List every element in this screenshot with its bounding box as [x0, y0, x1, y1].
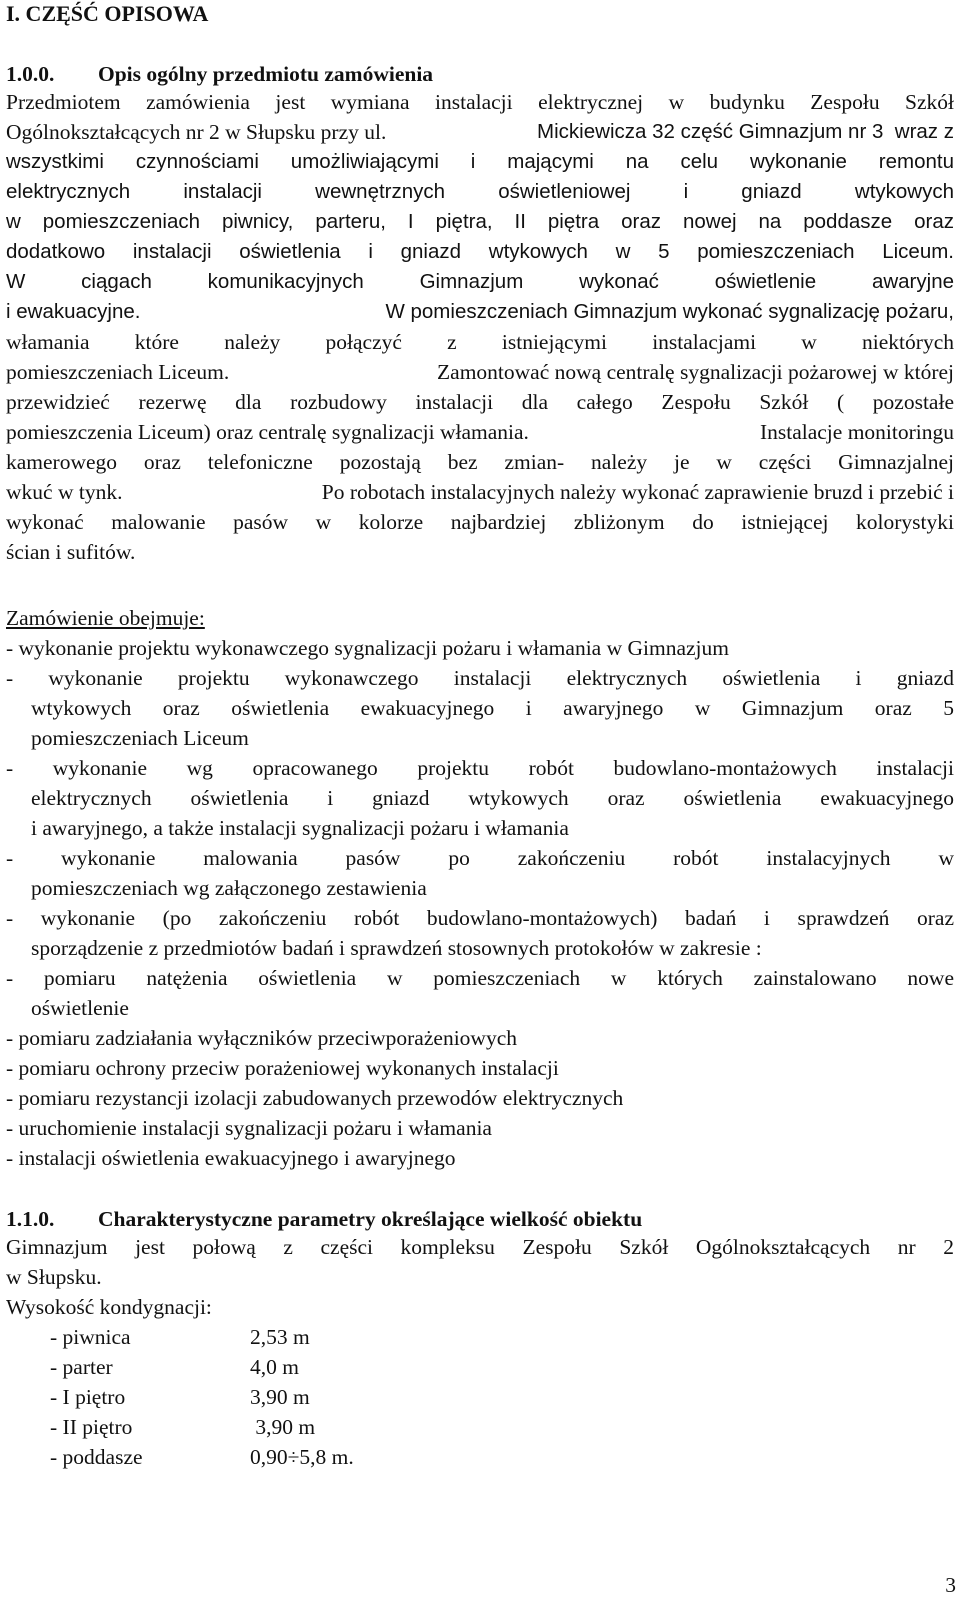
scope-item: - pomiaru rezystancji izolacji zabudowanych przewodów elektrycznych: [6, 1086, 624, 1110]
section-2-body: [6, 1232, 954, 1322]
floor-heights-list: [50, 1322, 450, 1472]
body-line-serif: Zamontować nową centralę sygnalizacji pożarowej w której: [431, 360, 954, 384]
body-line: [6, 477, 954, 507]
body-line: [6, 417, 954, 447]
floor-height-row: [50, 1442, 450, 1472]
floor-value: 3,90 m: [250, 1415, 316, 1439]
scope-item-cont: wtykowych oraz oświetlenia ewakuacyjnego i awaryjnego w Gimnazjum oraz 5: [31, 696, 954, 720]
section-2-title: Charakterystyczne parametry określające wielkość obiektu: [98, 1207, 643, 1231]
page-number: 3: [945, 1573, 956, 1597]
section-1-number: 1.0.0.: [6, 62, 55, 86]
body-line: [6, 357, 954, 387]
section-2-number: 1.1.0.: [6, 1207, 55, 1231]
body-line: [6, 297, 954, 327]
body-line-serif: Po robotach instalacyjnych należy wykonać zaprawienie bruzd i przebić i: [316, 480, 954, 504]
scope-item-cont: pomieszczeniach wg załączonego zestawienia: [31, 876, 427, 900]
body-line: Wysokość kondygnacji:: [6, 1295, 212, 1319]
section-1-body: [6, 87, 954, 567]
main-heading: I. CZĘŚĆ OPISOWA: [6, 1, 209, 26]
body-line: ścian i sufitów.: [6, 540, 136, 564]
body-line: włamania które należy połączyć z istniejącymi instalacjami w niektórych: [6, 330, 954, 354]
floor-height-row: [50, 1382, 450, 1412]
scope-item: - wykonanie wg opracowanego projektu robót budowlano-montażowych instalacji: [6, 756, 954, 780]
scope-item: - pomiaru ochrony przeciw porażeniowej wykonanych instalacji: [6, 1056, 559, 1080]
body-line-sans: W pomieszczeniach Gimnazjum wykonać sygnalizację pożaru,: [379, 300, 954, 323]
floor-label: - II piętro: [50, 1415, 133, 1439]
body-line-serif: pomieszczeniach Liceum.: [6, 360, 230, 384]
body-line: w Słupsku.: [6, 1265, 102, 1289]
scope-item-cont: pomieszczeniach Liceum: [31, 726, 249, 750]
floor-label: - parter: [50, 1355, 113, 1379]
floor-height-row: [50, 1412, 450, 1442]
floor-height-row: [50, 1352, 450, 1382]
floor-value: 4,0 m: [250, 1355, 299, 1379]
scope-item: - wykonanie projektu wykonawczego sygnalizacji pożaru i włamania w Gimnazjum: [6, 636, 730, 660]
body-line: Gimnazjum jest połową z części kompleksu Zespołu Szkół Ogólnokształcących nr 2: [6, 1235, 954, 1259]
body-line-serif: wkuć w tynk.: [6, 480, 123, 504]
body-line: wszystkimi czynnościami umożliwiającymi i mającymi na celu wykonanie remontu: [6, 150, 954, 173]
scope-item: - wykonanie projektu wykonawczego instalacji elektrycznych oświetlenia i gniazd: [6, 666, 954, 690]
body-line-serif: pomieszczenia Liceum) oraz centralę sygnalizacji włamania.: [6, 420, 529, 444]
scope-item: - pomiaru natężenia oświetlenia w pomieszczeniach w których zainstalowano nowe: [6, 966, 954, 990]
section-1-heading: [6, 62, 433, 87]
body-line: przewidzieć rezerwę dla rozbudowy instalacji dla całego Zespołu Szkół ( pozostałe: [6, 390, 954, 414]
floor-height-row: [50, 1322, 450, 1352]
body-line: W ciągach komunikacyjnych Gimnazjum wykonać oświetlenie awaryjne: [6, 270, 954, 293]
scope-item: - uruchomienie instalacji sygnalizacji pożaru i włamania: [6, 1116, 492, 1140]
body-line: dodatkowo instalacji oświetlenia i gniazd wtykowych w 5 pomieszczeniach Liceum.: [6, 240, 954, 263]
body-line: Przedmiotem zamówienia jest wymiana instalacji elektrycznej w budynku Zespołu Szkół: [6, 90, 954, 114]
floor-value: 0,90÷5,8 m.: [250, 1445, 354, 1469]
body-line-sans: i ewakuacyjne.: [6, 300, 141, 323]
body-line: w pomieszczeniach piwnicy, parteru, I piętra, II piętra oraz nowej na poddasze oraz: [6, 210, 954, 233]
scope-item-cont: oświetlenie: [31, 996, 129, 1020]
scope-heading: [6, 603, 954, 633]
floor-value: 2,53 m: [250, 1325, 310, 1349]
scope-item: - wykonanie malowania pasów po zakończeniu robót instalacyjnych w: [6, 846, 954, 870]
scope-item: - pomiaru zadziałania wyłączników przeciwporażeniowych: [6, 1026, 517, 1050]
body-line-serif: Instalacje monitoringu: [754, 420, 954, 444]
scope-item: - instalacji oświetlenia ewakuacyjnego i awaryjnego: [6, 1146, 456, 1170]
floor-label: - piwnica: [50, 1325, 131, 1349]
body-line: wykonać malowanie pasów w kolorze najbardziej zbliżonym do istniejącej kolorystyki: [6, 510, 954, 534]
body-line: [6, 117, 954, 147]
body-line-serif: Ogólnokształcących nr 2 w Słupsku przy ul.: [6, 120, 387, 144]
body-line-sans: Mickiewicza 32 część Gimnazjum nr 3 wraz z: [531, 120, 954, 143]
scope-item-cont: sporządzenie z przedmiotów badań i sprawdzeń stosownych protokołów w zakresie :: [31, 936, 762, 960]
scope-item-cont: elektrycznych oświetlenia i gniazd wtykowych oraz oświetlenia ewakuacyjnego: [31, 786, 954, 810]
section-2-heading: [6, 1207, 642, 1232]
scope-heading-text: Zamówienie obejmuje:: [6, 606, 205, 630]
floor-value: 3,90 m: [250, 1385, 310, 1409]
scope-item-cont: i awaryjnego, a także instalacji sygnalizacji pożaru i włamania: [31, 816, 569, 840]
scope-item: - wykonanie (po zakończeniu robót budowlano-montażowych) badań i sprawdzeń oraz: [6, 906, 954, 930]
body-line: kamerowego oraz telefoniczne pozostają bez zmian- należy je w części Gimnazjalnej: [6, 450, 954, 474]
section-1-title: Opis ogólny przedmiotu zamówienia: [98, 62, 434, 86]
floor-label: - I piętro: [50, 1385, 126, 1409]
body-line: elektrycznych instalacji wewnętrznych oświetleniowej i gniazd wtykowych: [6, 180, 954, 203]
scope-section: [6, 603, 954, 1173]
floor-label: - poddasze: [50, 1445, 143, 1469]
